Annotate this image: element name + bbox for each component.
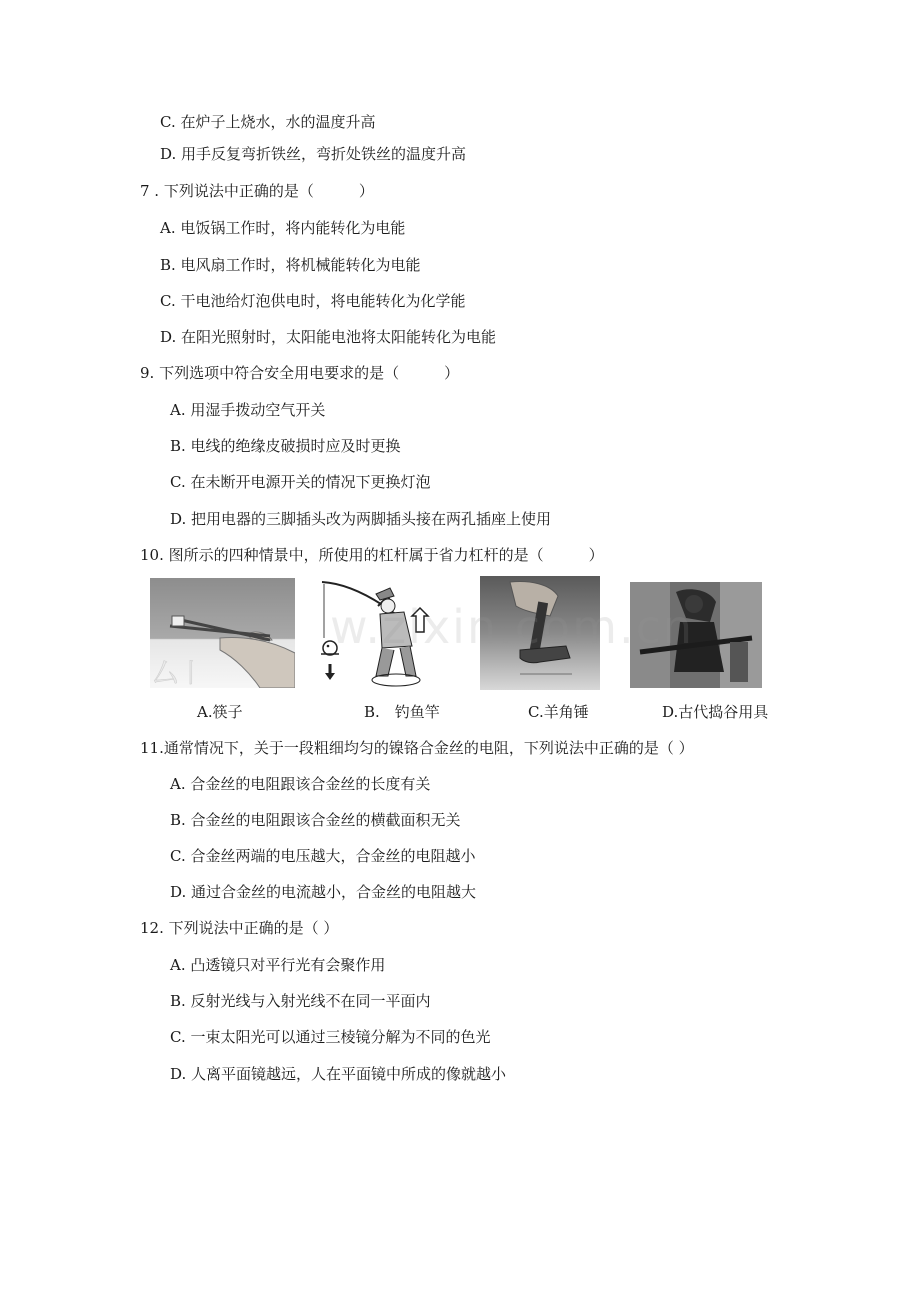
q9-option-c: C. 在未断开电源开关的情况下更换灯泡 (170, 473, 431, 491)
caption-c: C.羊角锤 (528, 703, 589, 721)
watermark: w.zixin.com.cn (330, 600, 695, 654)
q11-option-a: A. 合金丝的电阻跟该合金丝的长度有关 (170, 775, 431, 793)
q11-option-b: B. 合金丝的电阻跟该合金丝的横截面积无关 (170, 811, 461, 829)
q11-option-c: C. 合金丝两端的电压越大，合金丝的电阻越小 (170, 847, 476, 865)
q7-option-a: A. 电饭锅工作时，将内能转化为电能 (160, 219, 406, 237)
q11-stem: 11.通常情况下，关于一段粗细均匀的镍铬合金丝的电阻，下列说法中正确的是（ ） (140, 739, 694, 757)
q7-option-c: C. 干电池给灯泡供电时，将电能转化为化学能 (160, 292, 466, 310)
q10-stem: 10. 图所示的四种情景中，所使用的杠杆属于省力杠杆的是（ ） (140, 546, 604, 564)
caption-d: D.古代捣谷用具 (662, 703, 769, 721)
figure-chopsticks (150, 578, 295, 688)
q6-option-d: D. 用手反复弯折铁丝，弯折处铁丝的温度升高 (160, 145, 467, 163)
q7-option-d: D. 在阳光照射时，太阳能电池将太阳能转化为电能 (160, 328, 497, 346)
caption-a: A.筷子 (197, 703, 243, 721)
q12-option-a: A. 凸透镜只对平行光有会聚作用 (170, 956, 386, 974)
q6-option-c: C. 在炉子上烧水，水的温度升高 (160, 113, 376, 131)
q12-option-d: D. 人离平面镜越远，人在平面镜中所成的像就越小 (170, 1065, 507, 1083)
q9-option-d: D. 把用电器的三脚插头改为两脚插头接在两孔插座上使用 (170, 510, 552, 528)
q7-option-b: B. 电风扇工作时，将机械能转化为电能 (160, 256, 421, 274)
q12-option-b: B. 反射光线与入射光线不在同一平面内 (170, 992, 431, 1010)
q9-option-a: A. 用湿手拨动空气开关 (170, 401, 326, 419)
q11-option-d: D. 通过合金丝的电流越小，合金丝的电阻越大 (170, 883, 477, 901)
svg-text:厶丨: 厶丨 (152, 659, 205, 688)
q12-stem: 12. 下列说法中正确的是（ ） (140, 919, 339, 937)
q7-stem: 7 . 下列说法中正确的是（ ） (140, 182, 374, 200)
q12-option-c: C. 一束太阳光可以通过三棱镜分解为不同的色光 (170, 1028, 491, 1046)
caption-b: B. 钓鱼竿 (364, 703, 440, 721)
q9-stem: 9. 下列选项中符合安全用电要求的是（ ） (140, 364, 460, 382)
q9-option-b: B. 电线的绝缘皮破损时应及时更换 (170, 437, 401, 455)
